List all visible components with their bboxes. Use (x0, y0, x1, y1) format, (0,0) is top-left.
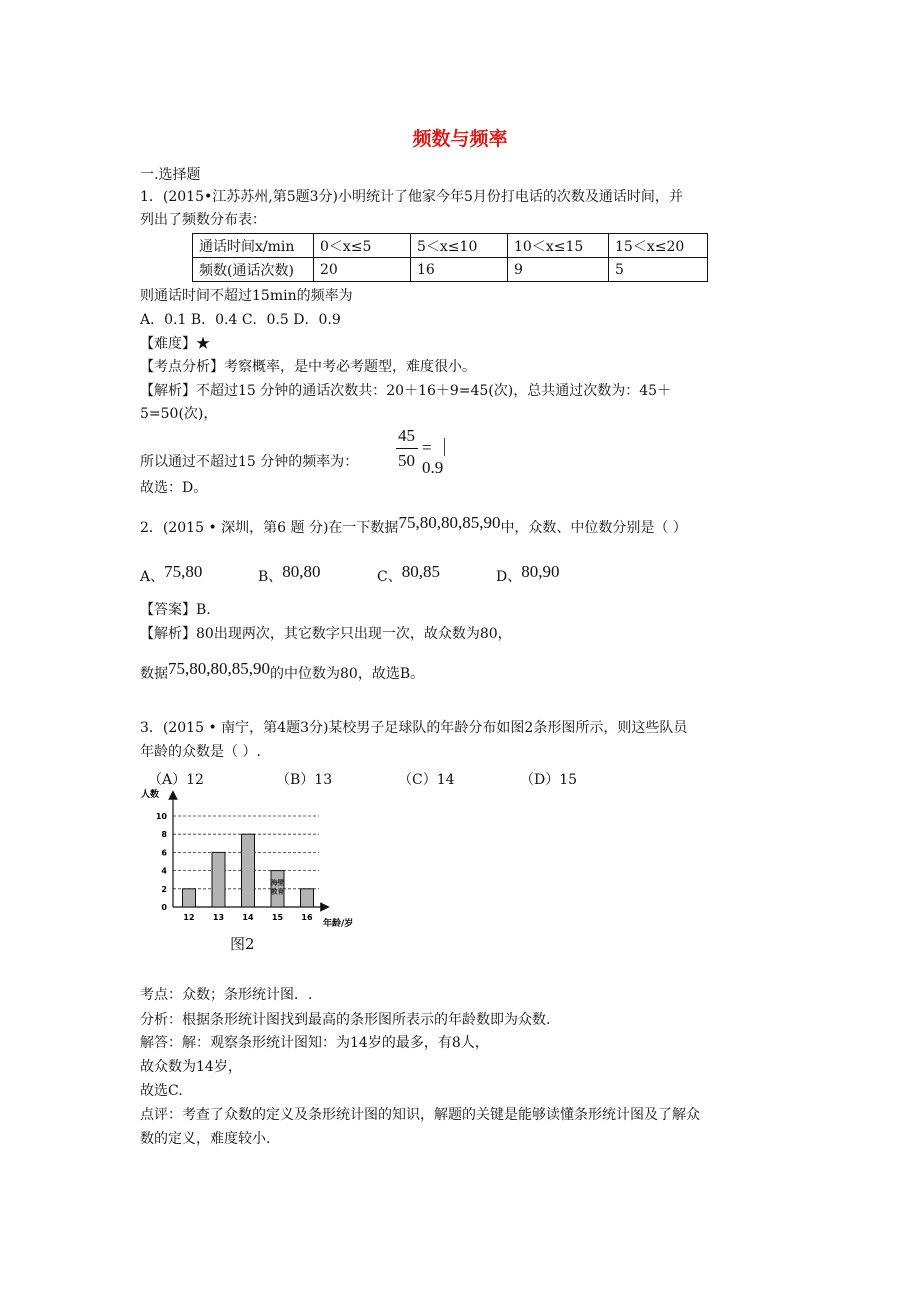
q3-stem-line1: 3．(2015 • 南宁，第4题3分)某校男子足球队的年龄分布如图2条形图所示，则这些队员 (140, 720, 688, 736)
y-tick-label: 6 (161, 848, 167, 858)
x-tick-label: 13 (212, 913, 225, 922)
x-axis-label: 年龄/岁 (323, 919, 354, 929)
y-tick-label: 10 (155, 812, 167, 821)
q1-stem-line2: 列出了频数分布表： (140, 212, 266, 228)
bar (212, 852, 225, 907)
q3-jieda-line2: 故众数为14岁， (140, 1059, 242, 1075)
x-tick-label: 12 (183, 913, 195, 922)
table-cell: 16 (411, 258, 508, 282)
q1-analysis-line3: 所以通过不超过15 分钟的频率为： (140, 454, 359, 470)
fraction-bar (396, 448, 418, 449)
table-cell: 9 (508, 258, 609, 282)
q1-options: A．0.1 B．0.4 C．0.5 D．0.9 (140, 312, 341, 328)
option-label: D、 (496, 569, 522, 585)
table-cell: 15＜x≤20 (609, 234, 708, 258)
q2-option-a (140, 562, 203, 586)
option-value: 80,85 (401, 562, 440, 581)
fraction-result: = 0.9 (422, 438, 444, 477)
q3-option-d: （D）15 (520, 772, 578, 788)
watermark-label (271, 878, 285, 896)
table-cell: 10＜x≤15 (508, 234, 609, 258)
q2-analysis-line2 (140, 659, 425, 684)
q1-difficulty: 【难度】★ (140, 336, 210, 352)
x-tick-label: 14 (242, 913, 254, 922)
table-cell: 0＜x≤5 (314, 234, 411, 258)
table-cell: 频数(通话次数) (193, 258, 314, 282)
text-cursor (444, 438, 445, 456)
q3-option-c: （C）14 (398, 772, 455, 788)
q2-analysis2-a: 数据 (140, 666, 168, 682)
q3-stem-line2: 年龄的众数是（ ）. (140, 744, 261, 760)
age-bar-chart (135, 787, 375, 932)
q2-stem-a: 2．(2015 • 深圳，第6 题 分)在一下数据 (140, 520, 399, 536)
x-tick-label: 15 (271, 913, 284, 922)
table-row (193, 258, 708, 282)
q1-ask: 则通话时间不超过15min的频率为 (140, 288, 353, 304)
q3-dianping-line2: 数的定义，难度较小. (140, 1131, 271, 1147)
q2-analysis-line1: 【解析】80出现两次，其它数字只出现一次，故众数为80， (140, 626, 512, 642)
option-value: 80,80 (282, 562, 321, 581)
q1-analysis-line1: 【解析】不超过15 分钟的通话次数共：20＋16＋9=45(次)，总共通过次数为：45＋ (140, 383, 672, 399)
y-tick-label: 2 (161, 884, 167, 894)
q2-option-c (377, 562, 440, 586)
q2-option-b (258, 562, 321, 586)
table-cell: 通话时间x/min (193, 234, 314, 258)
y-tick-label: 8 (161, 830, 167, 840)
frequency-table (192, 233, 708, 282)
q3-dianping-line1: 点评：考查了众数的定义及条形统计图的知识，解题的关键是能够读懂条形统计图及了解众 (140, 1107, 700, 1123)
q2-analysis-data: 75,80,80,85,90 (168, 659, 270, 678)
q3-option-a: （A）12 (148, 772, 204, 788)
q2-option-d (496, 562, 560, 586)
option-value: 75,80 (164, 562, 203, 581)
table-row (193, 234, 708, 258)
option-value: 80,90 (521, 562, 560, 581)
table-cell: 5 (609, 258, 708, 282)
q1-choose: 故选：D。 (140, 480, 208, 496)
x-tick-label: 16 (301, 913, 313, 922)
watermark-text: 教育 (271, 887, 284, 896)
q1-analysis-line2: 5=50(次)， (140, 406, 218, 422)
watermark-text: 海壁 (271, 878, 284, 887)
y-axis-label: 人数 (141, 790, 160, 800)
option-label: A、 (140, 569, 165, 585)
q2-stem-b: 中，众数、中位数分别是（ ） (500, 520, 687, 536)
bar (242, 834, 255, 907)
q3-jieda-line1: 解答：解：观察条形统计图知：为14岁的最多，有8人， (140, 1035, 489, 1051)
fraction-denominator: 50 (398, 451, 415, 470)
section-heading: 一.选择题 (140, 167, 201, 183)
fraction-numerator: 45 (398, 426, 415, 445)
q3-option-b: （B）13 (276, 772, 333, 788)
q3-kaodian: 考点：众数；条形统计图．. (140, 987, 313, 1003)
bar (301, 889, 314, 907)
table-cell: 20 (314, 258, 411, 282)
q1-point: 【考点分析】考察概率，是中考必考题型，难度很小。 (140, 359, 476, 375)
y-tick-label: 0 (161, 903, 167, 912)
q2-analysis2-b: 的中位数为80，故选B。 (270, 666, 425, 682)
table-cell: 5＜x≤10 (411, 234, 508, 258)
q2-stem (140, 513, 687, 538)
y-tick-label: 4 (161, 866, 167, 876)
q2-data: 75,80,80,85,90 (398, 513, 501, 532)
q3-jieda-line3: 故选C. (140, 1083, 183, 1099)
q1-stem-line1: 1．(2015•江苏苏州,第5题3分)小明统计了他家今年5月份打电话的次数及通话时间，并 (140, 189, 683, 205)
q3-fenxi: 分析：根据条形统计图找到最高的条形图所表示的年龄数即为众数. (140, 1012, 551, 1028)
q2-answer: 【答案】B. (140, 602, 211, 618)
page-title: 频数与频率 (412, 128, 508, 150)
figure-caption: 图2 (230, 935, 255, 953)
option-label: C、 (377, 569, 402, 585)
option-label: B、 (258, 569, 283, 585)
bar (183, 889, 196, 907)
